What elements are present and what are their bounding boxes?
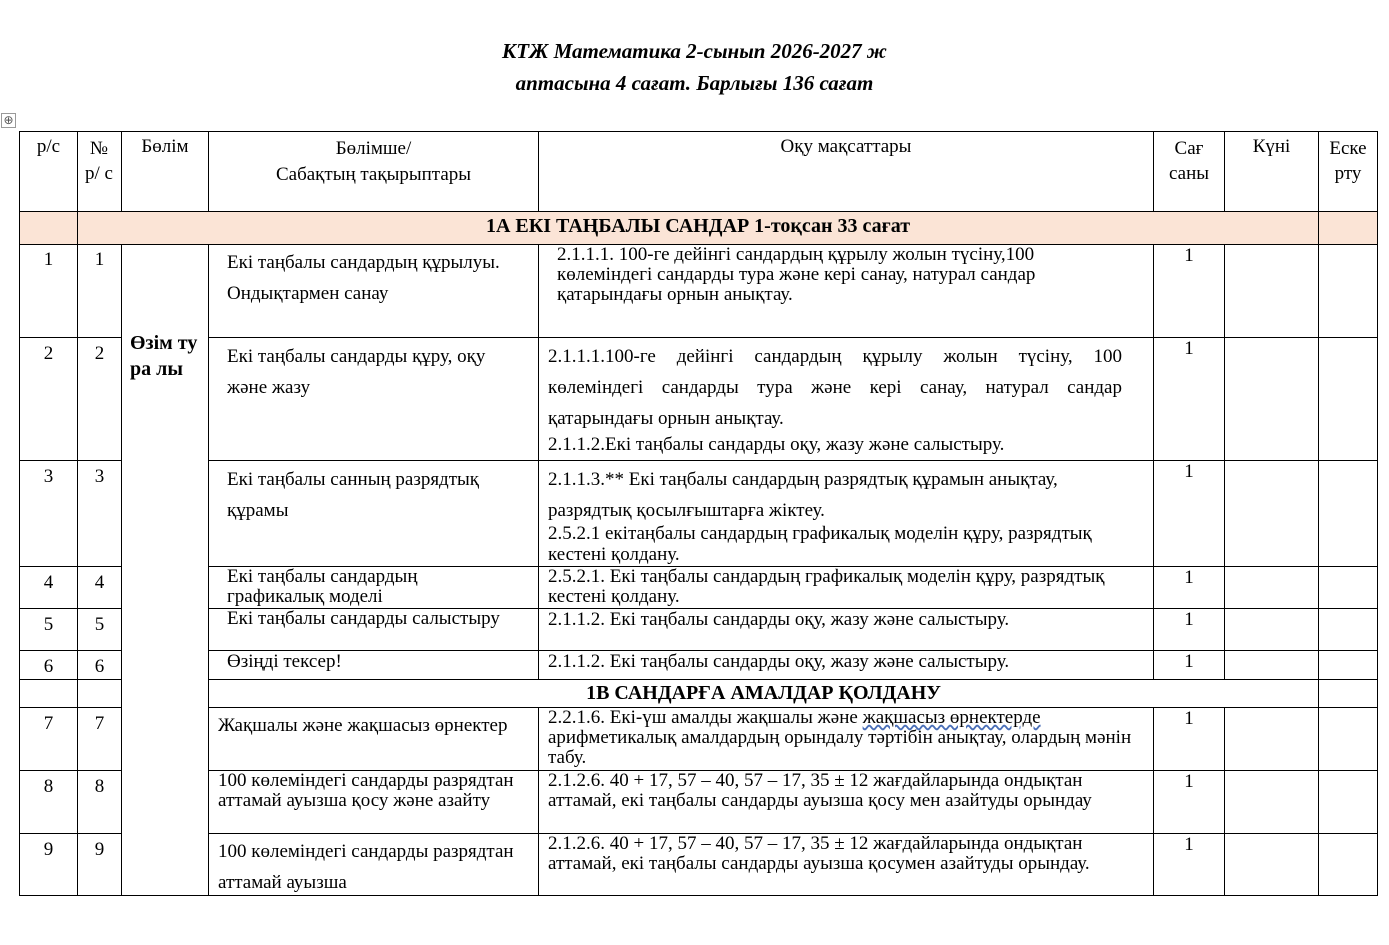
row-topic: Екі таңбалы сандардың графикалық моделі (227, 566, 418, 607)
row-goal: 2.1.1.1. 100-ге дейінгі сандардың құрылу жолын түсіну,100 көлеміндегі сандарды тура және кері санау, натурал сандар қатарындағы орнын анықтау. (557, 244, 1036, 305)
row-topic: Екі таңбалы санның разрядтық құрамы (227, 469, 480, 521)
row-hours: 1 (1184, 708, 1194, 729)
row-hours: 1 (1184, 651, 1194, 672)
row-rs: 6 (43, 656, 54, 677)
header-bolimshe-line2: Сабақтың тақырыптары (275, 164, 472, 185)
header-nrs: № р/ с (85, 138, 113, 184)
row-hours: 1 (1184, 461, 1194, 482)
row-rs: 3 (43, 466, 54, 487)
header-rs: р/с (36, 136, 61, 157)
row-number: 5 (94, 614, 105, 635)
row-number: 6 (94, 656, 105, 677)
header-sagat: Сағ саны (1168, 138, 1210, 184)
header-bolimshe-line1: Бөлімше/ (335, 138, 412, 159)
header-bolim: Бөлім (141, 136, 189, 157)
row-rs: 5 (43, 614, 54, 635)
row-rs: 9 (43, 839, 54, 860)
row-rs: 1 (43, 249, 54, 270)
row-hours: 1 (1184, 245, 1194, 266)
row-goal: 2.1.1.1.100-ге дейінгі сандардың құрылу жолын түсіну, 100 көлеміндегі сандарды тура және кері санау, натурал сандар қатарындағы орнын анықтау. (548, 346, 1122, 429)
row-topic: Екі таңбалы сандарды құру, оқу және жазу (227, 346, 486, 398)
row-number: 7 (94, 713, 105, 734)
header-bolimshe (209, 136, 538, 188)
row-number: 8 (94, 776, 105, 797)
row-rs: 7 (43, 713, 54, 734)
row-goal-part: арифметикалық амалдардың орындалу тәртібін анықтау, олардың мәнін табу. (548, 727, 1132, 768)
row-number: 1 (94, 249, 105, 270)
row-number: 3 (94, 466, 105, 487)
header-eskertu: Ескерту (1329, 138, 1367, 184)
header-maqsat: Оқу мақсаттары (780, 136, 912, 157)
row-hours: 1 (1184, 834, 1194, 855)
row-hours: 1 (1184, 567, 1194, 588)
row-goal-part: 2.2.1.6. Екі-үш амалды жақшалы және (548, 707, 863, 728)
section-title-2: 1В САНДАРҒА АМАЛДАР ҚОЛДАНУ (586, 682, 941, 704)
row-number: 9 (94, 839, 105, 860)
header-kuni: Күні (1252, 136, 1291, 157)
row-rs: 2 (43, 343, 54, 364)
row-goal-2: 2.1.1.2.Екі таңбалы сандарды оқу, жазу және салыстыру. (548, 434, 1005, 455)
table-move-handle-icon[interactable]: ⊕ (1, 113, 16, 128)
document-subtitle: аптасына 4 сағат. Барлығы 136 сағат (515, 71, 874, 95)
row-number: 4 (94, 572, 105, 593)
row-goal-underlined: жақшасыз өрнектерде (862, 707, 1041, 728)
row-topic: 100 көлеміндегі сандарды разрядтан аттамай ауызша қосу және азайту (218, 770, 514, 811)
row-goal: 2.5.2.1. Екі таңбалы сандардың графикалық моделін құру, разрядтық кестені қолдану. (548, 566, 1105, 607)
row-hours: 1 (1184, 609, 1194, 630)
row-topic: Екі таңбалы сандардың құрылуы. Ондықтармен санау (227, 252, 500, 304)
row-topic: Жақшалы және жақшасыз өрнектер (218, 715, 508, 736)
row-goal: 2.1.2.6. 40 + 17, 57 – 40, 57 – 17, 35 ± 12 жағдайларында ондықтан аттамай, екі таңбалы сандарды ауызша қосу мен азайтуды орындау (548, 770, 1092, 811)
row-topic: Өзіңді тексер! (227, 651, 342, 672)
row-topic: 100 көлеміндегі сандарды разрядтан аттамай ауызша (218, 841, 514, 893)
row-topic: Екі таңбалы сандарды салыстыру (227, 608, 500, 629)
row-goal (548, 708, 1148, 768)
document-title: КТЖ Математика 2-сынып 2026-2027 ж (502, 39, 887, 63)
section-title-1: 1А ЕКІ ТАҢБАЛЫ САНДАР 1-тоқсан 33 сағат (485, 215, 911, 237)
row-hours: 1 (1184, 338, 1194, 359)
row-number: 2 (94, 343, 105, 364)
row-rs: 8 (43, 776, 54, 797)
row-goal-2: 2.5.2.1 екітаңбалы сандардың графикалық моделін құру, разрядтық кестені қолдану. (548, 523, 1092, 565)
bolim-cell: Өзім тура лы (130, 332, 198, 380)
row-rs: 4 (43, 572, 54, 593)
row-goal: 2.1.1.3.** Екі таңбалы сандардың разрядтық құрамын анықтау, разрядтық қосылғыштарға жіктеу. (548, 469, 1058, 521)
row-goal: 2.1.1.2. Екі таңбалы сандарды оқу, жазу және салыстыру. (548, 609, 1010, 630)
row-goal: 2.1.2.6. 40 + 17, 57 – 40, 57 – 17, 35 ± 12 жағдайларында ондықтан аттамай, екі таңбалы сандарды ауызша қосумен азайтуды орындау. (548, 833, 1090, 874)
row-goal: 2.1.1.2. Екі таңбалы сандарды оқу, жазу және салыстыру. (548, 651, 1010, 672)
row-hours: 1 (1184, 771, 1194, 792)
